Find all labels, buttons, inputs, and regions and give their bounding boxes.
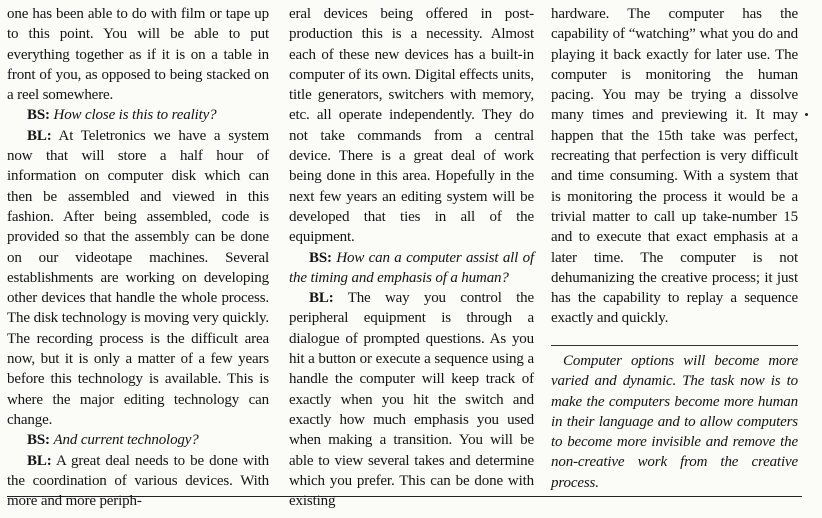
speaker-label: BL: <box>27 452 52 469</box>
answer-text: A great deal needs to be done with the coordination of various devices. With more and more periph- <box>7 452 269 510</box>
bottom-divider <box>7 496 802 497</box>
answer-text: At Teletronics we have a system now that will store a half hour of information on computer disk which can then be assembled and viewed in this fashion. After being assembled, code is provided so that the assembly can be done on our videotape machines. Several establishments are working on developing other devices that handle the whole process. The disk technology is moving very quickly. The recording process is the difficult area now, but it is only a matter of a few years before this technology is available. This is where the major editing technology can change. <box>7 127 269 428</box>
question-text: How close is this to reality? <box>53 107 217 124</box>
question <box>7 105 269 125</box>
paragraph: eral devices being offered in post-production this is a necessity. Almost each of these new devices has a built-in computer of its own. Digital effects units, title generators, switchers with memory, etc. all operate independently. They do not take commands from a central device. There is a great deal of work being done in this area. Hopefully in the next few years an editing system will be developed that ties in all of the equipment. <box>289 6 534 246</box>
paragraph: hardware. The computer has the capability of “watching” what you do and playing it back exactly for later use. The computer is monitoring the human pacing. You may be trying a dissolve many times and previewing it. It may happen that the 15th take was perfect, recreating that perfection is very difficult and time consuming. With a system that is monitoring the process it would be a trivial matter to call up take-number 15 and to execute that exact emphasis at a later time. The computer is not dehumanizing the creative process; it just has the capability to replay a sequence exactly and quickly. <box>551 6 798 327</box>
answer <box>7 451 269 512</box>
answer-text: The way you control the peripheral equipment is through a dialogue of prompted questions. As you hit a button or execute a sequence using a handle the computer will keep track of exactly when you hit the switch and exactly how much emphasis you used when making a transition. You will be able to view several takes and determine which you prefer. This can be done with existing <box>289 290 534 510</box>
question <box>7 430 269 450</box>
column-2 <box>289 4 534 511</box>
speaker-label: BS: <box>309 249 332 266</box>
pullquote-divider <box>551 345 798 346</box>
question-text: And current technology? <box>53 432 199 449</box>
column-1 <box>7 4 269 511</box>
speaker-label: BL: <box>309 290 334 307</box>
question-text: How can a computer assist all of the timing and emphasis of a human? <box>289 249 534 286</box>
print-speck <box>805 113 808 116</box>
question <box>289 248 534 289</box>
paragraph: one has been able to do with film or tape up to this point. You will be able to put everything together as if it is on a table in front of you, as opposed to being stacked on a reel somewhere. <box>7 6 269 104</box>
speaker-label: BS: <box>27 432 50 449</box>
pullquote: Computer options will become more varied and dynamic. The task now is to make the computers become more human in their language and to allow computers to become more invisible and remove the non-creative work from the creative process. <box>551 353 798 491</box>
speaker-label: BS: <box>27 107 50 124</box>
speaker-label: BL: <box>27 127 52 144</box>
answer <box>7 126 269 430</box>
column-3 <box>551 4 798 329</box>
answer <box>289 288 534 511</box>
